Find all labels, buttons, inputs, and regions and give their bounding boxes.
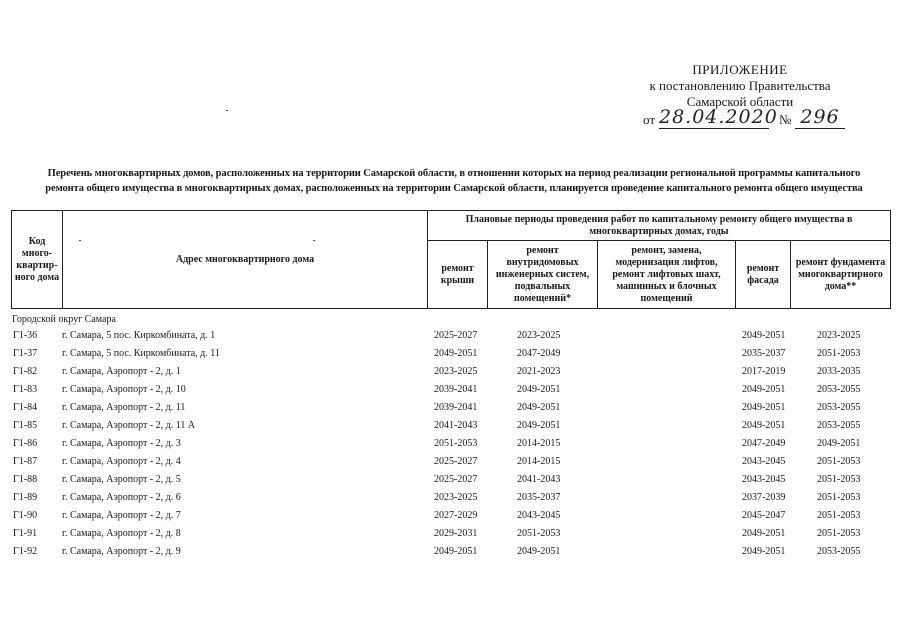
scan-speck	[226, 110, 228, 111]
table-row	[11, 489, 890, 507]
table-row	[11, 453, 890, 471]
cell-roof: 2029-2031	[434, 528, 478, 539]
cell-foundation: 2051-2053	[817, 456, 861, 467]
table-row	[11, 381, 890, 399]
scan-speck	[313, 240, 315, 241]
table-row	[11, 363, 890, 381]
cell-code: Г1-83	[13, 384, 38, 395]
cell-code: Г1-90	[13, 510, 38, 521]
document-heading	[14, 166, 894, 196]
cell-code: Г1-91	[13, 528, 38, 539]
cell-systems: 2014-2015	[517, 438, 561, 449]
cell-systems: 2049-2051	[517, 546, 561, 557]
cell-code: Г1-82	[13, 366, 38, 377]
decree-date-number	[643, 108, 863, 130]
cell-foundation: 2053-2055	[817, 420, 861, 431]
cell-systems: 2049-2051	[517, 384, 561, 395]
municipality-group: Городской округ Самара	[12, 314, 116, 325]
cell-roof: 2049-2051	[434, 348, 478, 359]
cell-systems: 2047-2049	[517, 348, 561, 359]
cell-roof: 2027-2029	[434, 510, 478, 521]
table-body	[11, 313, 890, 561]
cell-facade: 2049-2051	[742, 546, 786, 557]
cell-facade: 2049-2051	[742, 384, 786, 395]
cell-facade: 2037-2039	[742, 492, 786, 503]
cell-systems: 2035-2037	[517, 492, 561, 503]
cell-facade: 2049-2051	[742, 528, 786, 539]
cell-roof: 2039-2041	[434, 384, 478, 395]
cell-foundation: 2051-2053	[817, 492, 861, 503]
cell-foundation: 2051-2053	[817, 474, 861, 485]
cell-systems: 2041-2043	[517, 474, 561, 485]
heading-line-1: Перечень многоквартирных домов, расположенных на территории Самарской области, в отношении которых на период реализации региональной программы капитального	[47, 168, 861, 179]
header-code: Код много-квартир-ного дома	[12, 211, 63, 309]
cell-address: г. Самара, Аэропорт - 2, д. 10	[62, 384, 186, 395]
cell-roof: 2025-2027	[434, 474, 478, 485]
table-header	[11, 210, 891, 309]
cell-foundation: 2053-2055	[817, 384, 861, 395]
cell-facade: 2049-2051	[742, 402, 786, 413]
scan-speck	[79, 240, 81, 241]
cell-address: г. Самара, Аэропорт - 2, д. 5	[62, 474, 181, 485]
appendix-block	[620, 62, 860, 110]
cell-foundation: 2049-2051	[817, 438, 861, 449]
cell-systems: 2021-2023	[517, 366, 561, 377]
cell-systems: 2043-2045	[517, 510, 561, 521]
cell-address: г. Самара, Аэропорт - 2, д. 6	[62, 492, 181, 503]
date-prefix: от	[643, 112, 656, 127]
appendix-title: ПРИЛОЖЕНИЕ	[692, 62, 788, 77]
cell-systems: 2023-2025	[517, 330, 561, 341]
cell-code: Г1-87	[13, 456, 38, 467]
cell-facade: 2043-2045	[742, 456, 786, 467]
appendix-line-2: Самарской области	[686, 94, 794, 109]
cell-systems: 2049-2051	[517, 402, 561, 413]
decree-date: 28.04.2020	[659, 106, 778, 128]
cell-foundation: 2051-2053	[817, 348, 861, 359]
cell-facade: 2049-2051	[742, 420, 786, 431]
row-list	[11, 327, 890, 561]
table-row	[11, 525, 890, 543]
cell-roof: 2049-2051	[434, 546, 478, 557]
cell-address: г. Самара, 5 пос. Киркомбината, д. 11	[62, 348, 220, 359]
header-periods: Плановые периоды проведения работ по капитальному ремонту общего имущества в многоквартирных домах, годы	[428, 211, 891, 241]
cell-address: г. Самара, Аэропорт - 2, д. 9	[62, 546, 181, 557]
cell-address: г. Самара, Аэропорт - 2, д. 1	[62, 366, 181, 377]
cell-address: г. Самара, Аэропорт - 2, д. 7	[62, 510, 181, 521]
table-row	[11, 327, 890, 345]
cell-roof: 2041-2043	[434, 420, 478, 431]
cell-facade: 2035-2037	[742, 348, 786, 359]
cell-code: Г1-86	[13, 438, 38, 449]
cell-code: Г1-88	[13, 474, 38, 485]
table-row	[11, 345, 890, 363]
header-foundation: ремонт фундамента многоквартирного дома**	[791, 241, 891, 309]
number-prefix: №	[779, 112, 792, 127]
cell-foundation: 2023-2025	[817, 330, 861, 341]
cell-facade: 2047-2049	[742, 438, 786, 449]
cell-systems: 2051-2053	[517, 528, 561, 539]
cell-code: Г1-84	[13, 402, 38, 413]
decree-number: 296	[795, 106, 845, 129]
cell-address: г. Самара, 5 пос. Киркомбината, д. 1	[62, 330, 216, 341]
table-row	[11, 471, 890, 489]
header-roof: ремонт крыши	[428, 241, 488, 309]
table-row	[11, 507, 890, 525]
cell-facade: 2017-2019	[742, 366, 786, 377]
cell-address: г. Самара, Аэропорт - 2, д. 11 А	[62, 420, 196, 431]
cell-roof: 2051-2053	[434, 438, 478, 449]
cell-code: Г1-36	[13, 330, 38, 341]
cell-systems: 2049-2051	[517, 420, 561, 431]
cell-facade: 2045-2047	[742, 510, 786, 521]
table-row	[11, 399, 890, 417]
cell-code: Г1-37	[13, 348, 38, 359]
cell-facade: 2043-2045	[742, 474, 786, 485]
cell-facade: 2049-2051	[742, 330, 786, 341]
cell-foundation: 2053-2055	[817, 402, 861, 413]
cell-code: Г1-89	[13, 492, 38, 503]
appendix-line-1: к постановлению Правительства	[649, 78, 831, 93]
table-row	[11, 543, 890, 561]
cell-foundation: 2051-2053	[817, 510, 861, 521]
cell-roof: 2023-2025	[434, 492, 478, 503]
header-lifts: ремонт, замена, модернизация лифтов, ремонт лифтовых шахт, машинных и блочных помещений	[598, 241, 736, 309]
cell-systems: 2014-2015	[517, 456, 561, 467]
cell-foundation: 2053-2055	[817, 546, 861, 557]
cell-address: г. Самара, Аэропорт - 2, д. 4	[62, 456, 181, 467]
cell-roof: 2025-2027	[434, 456, 478, 467]
table-row	[11, 435, 890, 453]
cell-roof: 2023-2025	[434, 366, 478, 377]
cell-code: Г1-92	[13, 546, 38, 557]
header-address: Адрес многоквартирного дома	[63, 211, 428, 309]
heading-line-2: ремонта общего имущества в многоквартирных домах, расположенных на территории Самарской области, планируется проведение капитального ремонта общего имущества	[45, 183, 863, 194]
cell-code: Г1-85	[13, 420, 38, 431]
cell-foundation: 2033-2035	[817, 366, 861, 377]
cell-roof: 2025-2027	[434, 330, 478, 341]
cell-address: г. Самара, Аэропорт - 2, д. 8	[62, 528, 181, 539]
table-row	[11, 417, 890, 435]
cell-roof: 2039-2041	[434, 402, 478, 413]
cell-address: г. Самара, Аэропорт - 2, д. 3	[62, 438, 181, 449]
cell-foundation: 2051-2053	[817, 528, 861, 539]
cell-address: г. Самара, Аэропорт - 2, д. 11	[62, 402, 186, 413]
header-facade: ремонт фасада	[736, 241, 791, 309]
header-systems: ремонт внутридомовых инженерных систем, подвальных помещений*	[488, 241, 598, 309]
